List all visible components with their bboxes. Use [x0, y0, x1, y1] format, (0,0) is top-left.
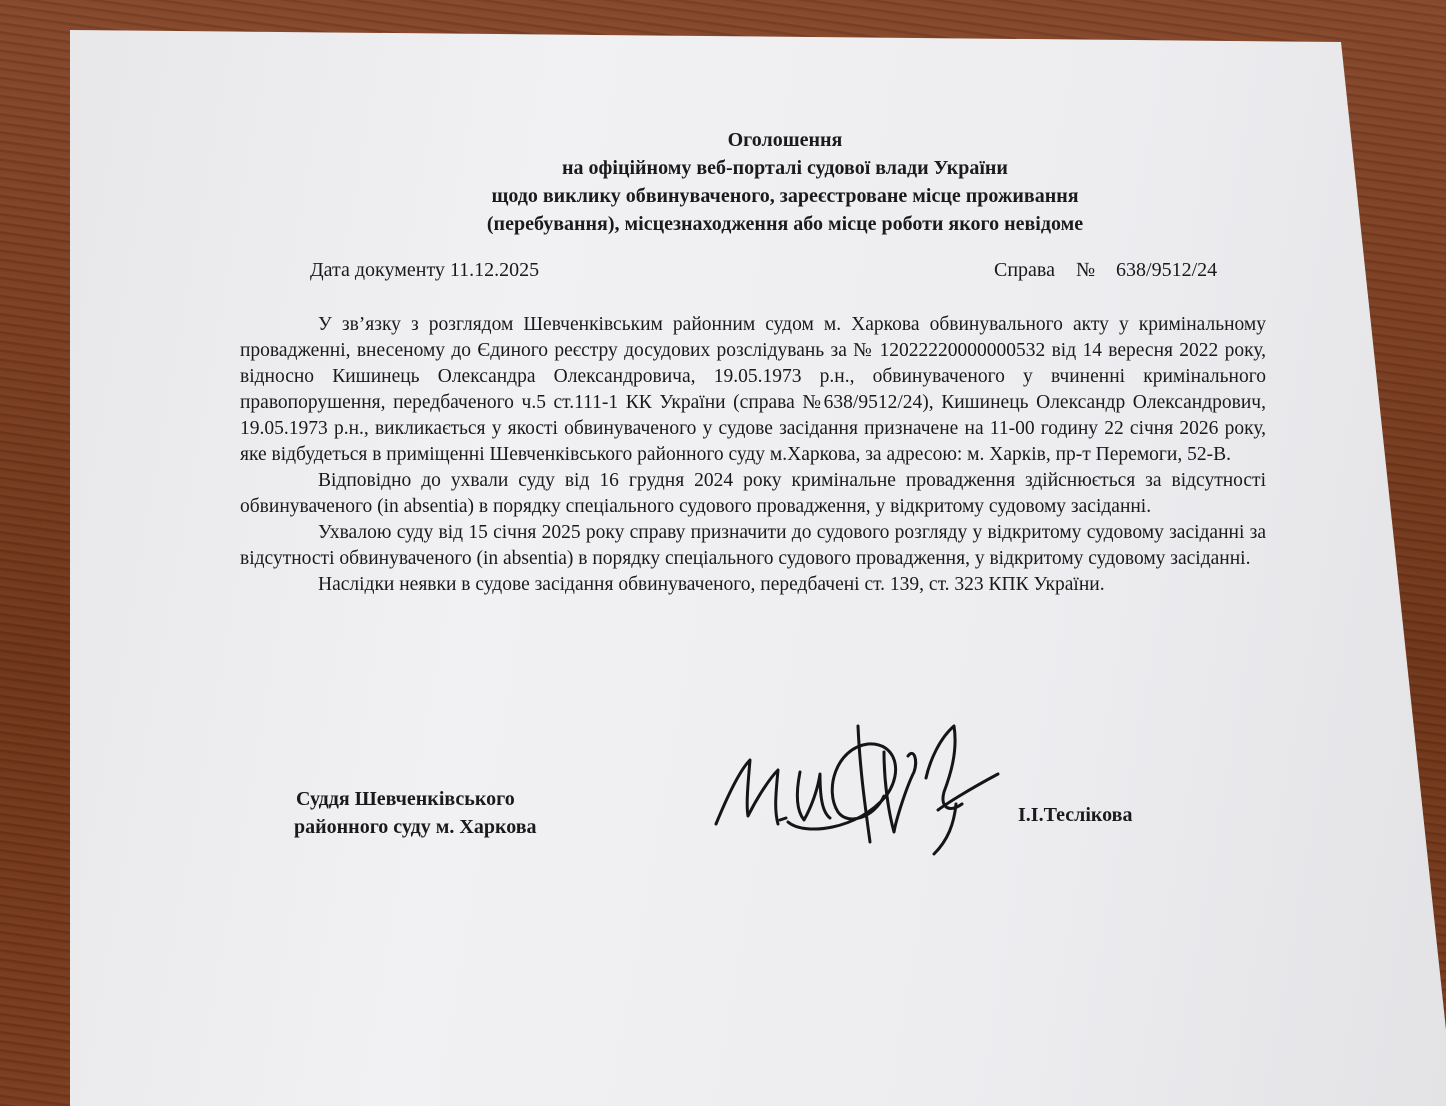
case-number: Справа № 638/9512/24 [994, 259, 1218, 281]
document-title [380, 126, 1190, 238]
title-line-1: Оголошення [727, 129, 843, 151]
paragraph-4: Наслідки неявки в судове засідання обвинуваченого, передбачені ст. 139, ст. 323 КПК України. [318, 574, 1105, 595]
paragraph-2: Відповідно до ухвали суду від 16 грудня 2024 року кримінальне провадження здійснюється за відсутності обвинуваченого (in absentia) в порядку спеціального судового провадження, у відкритому судовому засіданні. [240, 470, 1266, 517]
signatory-position-line-1: Суддя Шевченківського [296, 788, 515, 810]
document-body [240, 312, 1266, 598]
handwritten-signature [708, 712, 1018, 862]
title-line-4: (перебування), місцезнаходження або місце роботи якого невідоме [486, 213, 1084, 235]
title-line-3: щодо виклику обвинуваченого, зареєстроване місце проживання [491, 185, 1079, 207]
title-line-2: на офіційному веб-порталі судової влади України [562, 157, 1008, 179]
document-date: Дата документу 11.12.2025 [310, 259, 540, 281]
paragraph-1: У зв’язку з розглядом Шевченківським районним судом м. Харкова обвинувального акту у кримінальному провадженні, внесеному до Єдиного реєстру досудових розслідувань за № 12022220000000532 від 14 вересня 2022 року, відносно Кишинець Олександра Олександровича, 19.05.1973 р.н., обвинуваченого у вчиненні кримінального правопорушення, передбаченого ч.5 ст.111-1 КК України (справа №638/9512/24), Кишинець Олександр Олександрович, 19.05.1973 р.н., викликається у якості обвинуваченого у судове засідання призначене на 11-00 годину 22 січня 2026 року, яке відбудеться в приміщенні Шевченківського районного суду м.Харкова, за адресою: м. Харків, пр-т Перемоги, 52-В. [240, 314, 1266, 465]
signatory-name: І.І.Теслікова [1018, 804, 1133, 826]
paragraph-3: Ухвалою суду від 15 січня 2025 року справу призначити до судового розгляду у відкритому судовому засіданні за відсутності обвинуваченого (in absentia) в порядку спеціального судового провадження, у відкритому судовому засіданні. [240, 522, 1266, 569]
signatory-position [296, 785, 537, 841]
signatory-position-line-2: районного суду м. Харкова [294, 816, 537, 838]
